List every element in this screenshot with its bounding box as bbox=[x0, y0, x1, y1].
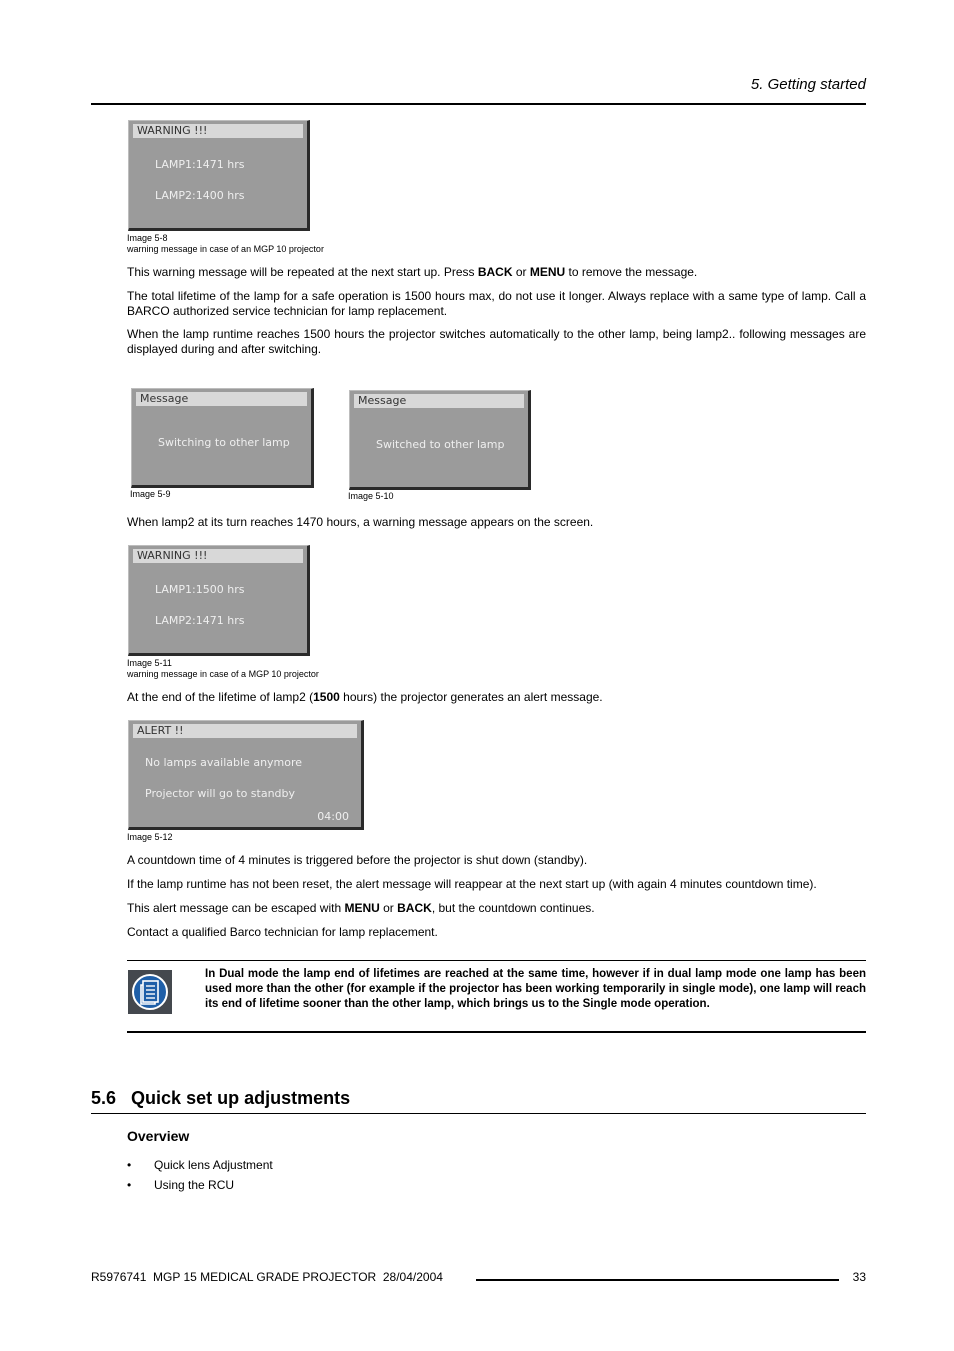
section-rule bbox=[91, 1113, 866, 1114]
osd-title: ALERT !! bbox=[133, 724, 357, 738]
osd-countdown: 04:00 bbox=[317, 810, 349, 823]
osd-message-line: Switched to other lamp bbox=[376, 438, 505, 451]
list-item[interactable]: Quick lens Adjustment bbox=[154, 1158, 273, 1172]
osd-lamp1-hours: LAMP1:1471 hrs bbox=[155, 158, 245, 171]
osd-lamp2-hours: LAMP2:1400 hrs bbox=[155, 189, 245, 202]
paragraph: A countdown time of 4 minutes is triggered before the projector is shut down (standby). bbox=[127, 853, 588, 867]
bullet-icon: • bbox=[127, 1178, 132, 1192]
osd-title: Message bbox=[136, 392, 307, 406]
paragraph: If the lamp runtime has not been reset, the alert message will reappear at the next start up (with again 4 minutes countdown time). bbox=[127, 877, 817, 891]
paragraph: When lamp2 at its turn reaches 1470 hours, a warning message appears on the screen. bbox=[127, 515, 594, 529]
note-rule-bottom bbox=[127, 1031, 866, 1033]
caption-label: Image 5-10 bbox=[348, 491, 394, 501]
paragraph: This alert message can be escaped with MENU or BACK, but the countdown continues. bbox=[127, 901, 595, 915]
osd-alert-no-lamps bbox=[128, 720, 364, 830]
image-caption bbox=[127, 233, 324, 255]
bullet-icon: • bbox=[127, 1158, 132, 1172]
footer-rule bbox=[476, 1279, 839, 1281]
paragraph: The total lifetime of the lamp for a safe operation is 1500 hours max, do not use it longer. Always replace with a same type of lamp. Call a BARCO authorized service technician for lamp replacement. bbox=[127, 289, 866, 318]
osd-title: WARNING !!! bbox=[133, 124, 303, 138]
subsection-title: Overview bbox=[127, 1128, 190, 1144]
osd-alert-line: No lamps available anymore bbox=[145, 756, 303, 769]
section-heading bbox=[91, 1088, 350, 1109]
section-number: 5.6 bbox=[91, 1088, 117, 1108]
osd-lamp2-hours: LAMP2:1471 hrs bbox=[155, 614, 245, 627]
paragraph: When the lamp runtime reaches 1500 hours the projector switches automatically to the other lamp, being lamp2.. following messages are displayed during and after switching. bbox=[127, 327, 866, 356]
osd-switched-message bbox=[349, 390, 531, 490]
footer-doc-info: R5976741 MGP 15 MEDICAL GRADE PROJECTOR 28/04/2004 bbox=[91, 1270, 443, 1284]
osd-warning-lamp-hours-lamp2 bbox=[128, 545, 310, 656]
running-header: 5. Getting started bbox=[750, 76, 866, 93]
caption-label: Image 5-9 bbox=[130, 489, 171, 499]
osd-lamp1-hours: LAMP1:1500 hrs bbox=[155, 583, 245, 596]
caption-label: Image 5-12 bbox=[127, 832, 173, 842]
note-rule-top bbox=[127, 960, 866, 961]
header-rule bbox=[91, 103, 866, 105]
paragraph: At the end of the lifetime of lamp2 (1500 hours) the projector generates an alert message. bbox=[127, 690, 603, 704]
caption-text: warning message in case of an MGP 10 projector bbox=[127, 244, 324, 254]
caption-label: Image 5-11 bbox=[127, 658, 172, 668]
section-title: Quick set up adjustments bbox=[131, 1088, 351, 1108]
page-number: 33 bbox=[852, 1270, 866, 1284]
osd-alert-line: Projector will go to standby bbox=[145, 787, 296, 800]
osd-title: WARNING !!! bbox=[133, 549, 303, 563]
list-item[interactable]: Using the RCU bbox=[154, 1178, 235, 1192]
osd-warning-lamp-hours-mgp10 bbox=[128, 120, 310, 231]
caption-text: warning message in case of a MGP 10 projector bbox=[127, 669, 319, 679]
osd-switching-message bbox=[131, 388, 314, 488]
paragraph: This warning message will be repeated at the next start up. Press BACK or MENU to remove the message. bbox=[127, 265, 698, 279]
osd-message-line: Switching to other lamp bbox=[158, 436, 290, 449]
note-document-icon bbox=[128, 970, 172, 1014]
paragraph: Contact a qualified Barco technician for lamp replacement. bbox=[127, 925, 438, 939]
osd-title: Message bbox=[354, 394, 524, 408]
caption-label: Image 5-8 bbox=[127, 233, 168, 243]
note-text: In Dual mode the lamp end of lifetimes are reached at the same time, however if in dual lamp mode one lamp has been used more than the other (for example if the projector has been working temporarily in single mode), one lamp will reach its end of lifetime sooner than the other lamp, which brings us to the Single mode operation. bbox=[205, 968, 866, 1010]
image-caption bbox=[127, 658, 319, 680]
